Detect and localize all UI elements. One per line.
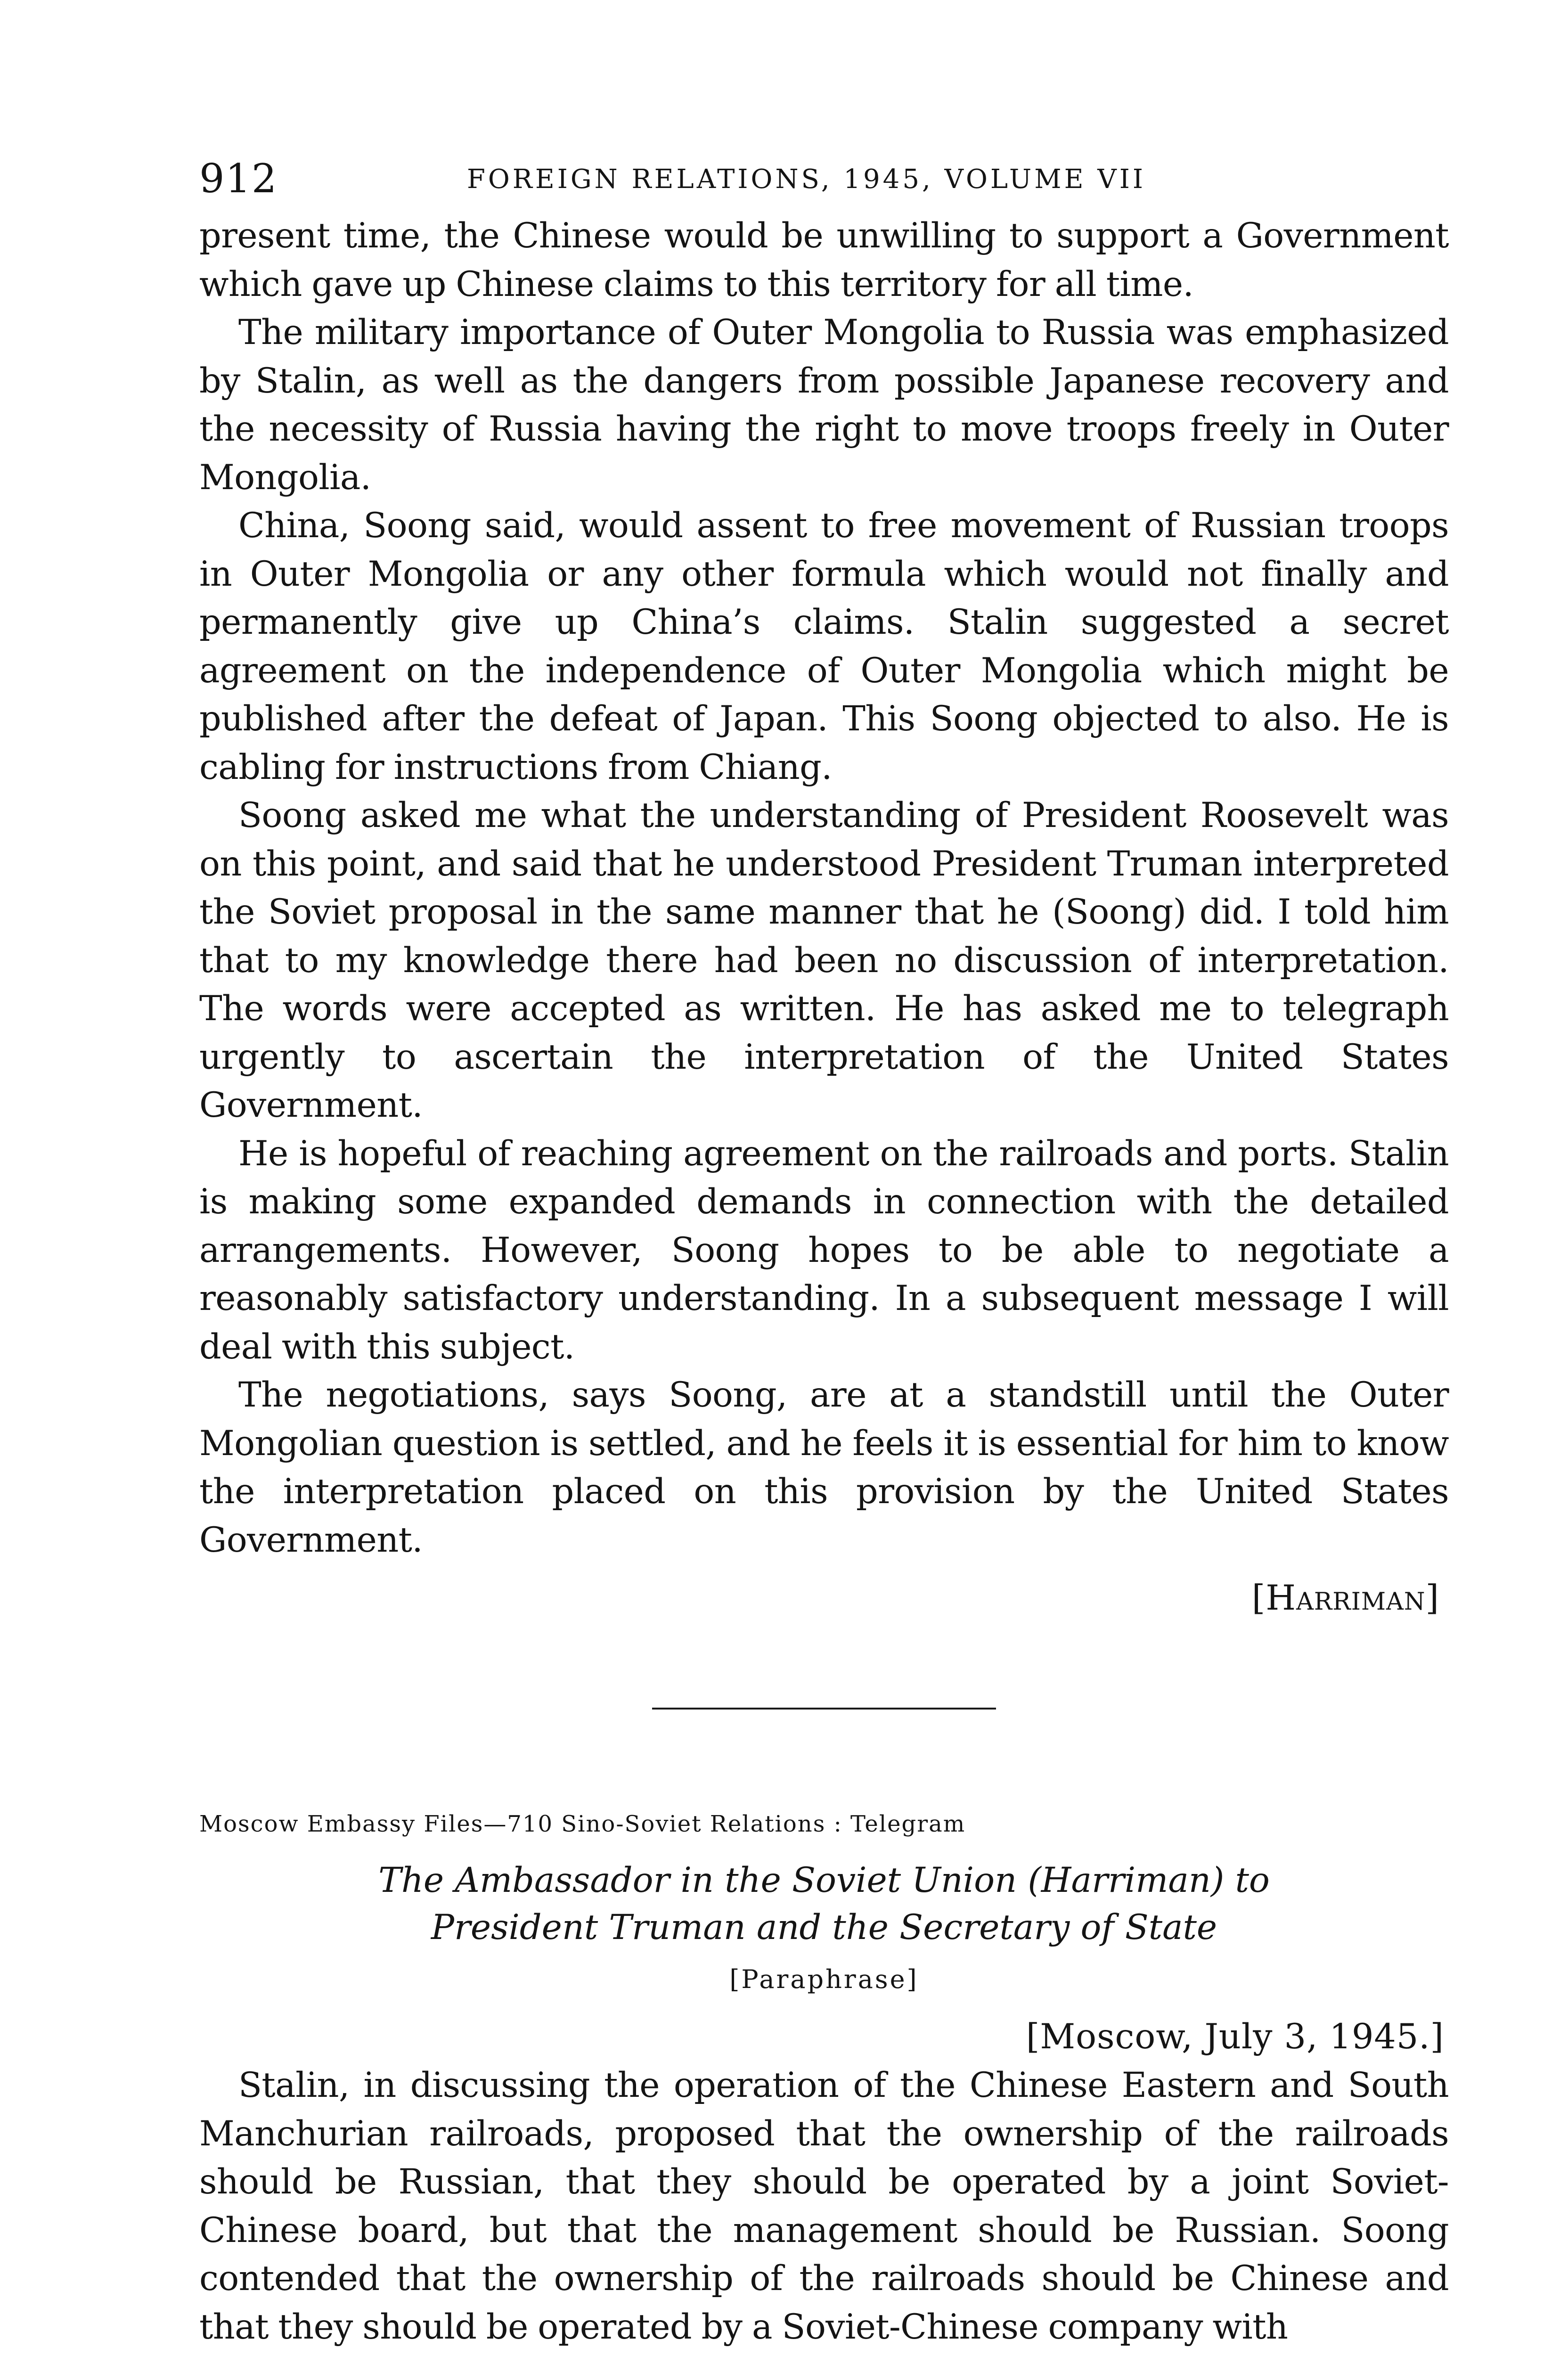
paragraph: He is hopeful of reaching agreement on the railroads and ports. Stalin is making some expanded demands in connection with the detailed arrangements. However, Soong hopes to be able to negotiate a reasonably satisfactory understanding. In a subsequent message I will deal with this subject. [199,1133,1449,1367]
telegram-body [199,2062,1449,2351]
paragraph: The negotiations, says Soong, are at a standstill until the Outer Mongolian question is settled, and he feels it is essential for him to know the interpretation placed on this provision by the United States Government. [199,1375,1449,1560]
dateline: [Moscow, July 3, 1945.] [1026,2017,1444,2057]
running-title: FOREIGN RELATIONS, 1945, VOLUME VII [467,164,1146,195]
previous-telegram-body [199,212,1449,1564]
document-subtitle: [Paraphrase] [729,1964,919,1994]
paragraph: China, Soong said, would assent to free movement of Russian troops in Outer Mongolia or any other formula which would not finally and permanently give up China’s claims. Stalin suggested a secret agreement on the independence of Outer Mongolia which might be published after the defeat of Japan. This Soong objected to also. He is cabling for instructions from Chiang. [199,506,1449,787]
paragraph: Soong asked me what the understanding of President Roosevelt was on this point, and said that he understood President Truman interpreted the Soviet proposal in the same manner that he (Soong) did. I told him that to my knowledge there had been no discussion of interpretation. The words were accepted as written. He has asked me to telegraph urgently to ascertain the interpretation of the United States Government. [199,795,1449,1125]
file-reference: Moscow Embassy Files—710 Sino-Soviet Relations : Telegram [199,1811,966,1837]
page-number: 912 [199,155,278,202]
paragraph: Stalin, in discussing the operation of the Chinese Eastern and South Manchurian railroads, proposed that the ownership of the railroads should be Russian, that they should be operated by a joint Soviet-Chinese board, but that the management should be Russian. Soong contended that the ownership of the railroads should be Chinese and that they should be operated by a Soviet-Chinese company with [199,2065,1449,2347]
signature: [Harriman] [1251,1578,1439,1618]
document-title [199,1857,1449,1951]
section-divider [652,1708,996,1710]
paragraph: present time, the Chinese would be unwilling to support a Government which gave up Chinese claims to this territory for all time. [199,216,1449,304]
paragraph: The military importance of Outer Mongolia to Russia was emphasized by Stalin, as well as the dangers from possible Japanese recovery and the necessity of Russia having the right to move troops freely in Outer Mongolia. [199,312,1449,498]
running-head [199,155,1449,212]
document-title-line: The Ambassador in the Soviet Union (Harriman) to [378,1860,1270,1900]
document-page [199,155,1449,2351]
document-title-line: President Truman and the Secretary of State [431,1907,1217,1947]
